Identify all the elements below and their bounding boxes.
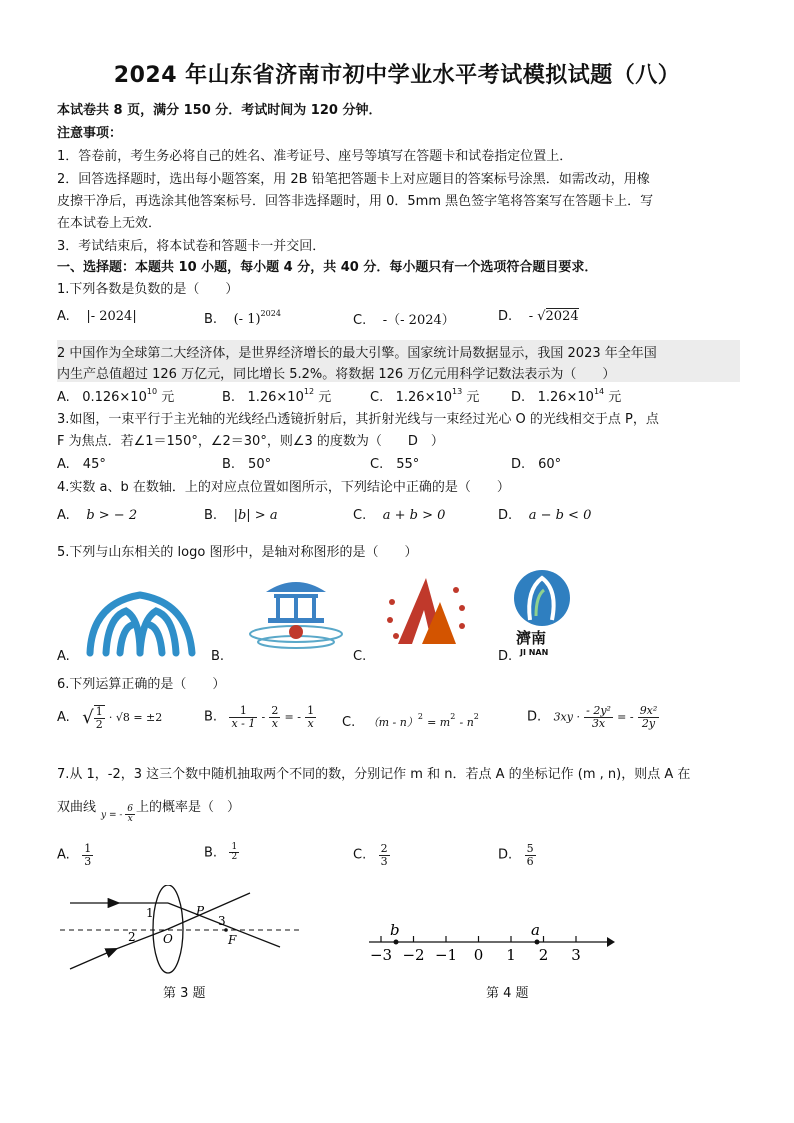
q7-option-d[interactable] [498, 843, 536, 867]
option-label: B. [222, 390, 236, 405]
logo-d-text: 濟南 [516, 629, 547, 647]
q3-option-b[interactable]: B. 50° [222, 457, 272, 472]
option-label: D. [527, 709, 542, 725]
option-label: B. [204, 709, 218, 725]
option-fraction [525, 843, 536, 867]
angle-2-label: 2 [128, 930, 136, 944]
q2-option-b[interactable] [222, 386, 331, 405]
point-a [535, 940, 540, 945]
question-5-stem: 5.下列与山东相关的 logo 图形中，是轴对称图形的是（ ） [57, 545, 418, 560]
option-expr: - n [459, 716, 474, 729]
option-label: D. [498, 309, 513, 324]
numerator: - 2y² [586, 704, 611, 717]
number-line-tick-label: −3 [369, 946, 393, 964]
option-expr: 0.126×10 [82, 390, 147, 405]
point-a-label: a [531, 921, 540, 939]
option-label: D. [511, 390, 526, 405]
q5-option-d[interactable]: D. [498, 649, 513, 664]
denominator: 3 [380, 854, 388, 868]
q2-option-a[interactable] [57, 386, 174, 405]
option-expr: · √8 = ±2 [108, 711, 163, 725]
notice-line: 2．回答选择题时，选出每小题答案，用 2B 铅笔把答题卡上对应题目的答案标号涂黑．如需改动，用橡 [57, 172, 650, 187]
numerator: 5 [526, 842, 534, 855]
denominator: x [307, 716, 314, 730]
focus-point [224, 928, 228, 932]
point-p-label: P [196, 904, 205, 918]
q1-option-a[interactable] [57, 309, 137, 324]
option-radicand: 2024 [545, 309, 579, 324]
denominator: 6 [526, 854, 534, 868]
q6-option-a[interactable] [57, 705, 162, 730]
option-expr: |- 2024| [86, 309, 137, 324]
option-fraction [379, 843, 390, 867]
option-expr: 3xy · [553, 710, 580, 724]
option-exponent: 2024 [260, 309, 281, 318]
question-2-stem-line1: 2 中国作为全球第二大经济体，是世界经济增长的最大引擎。国家统计局数据显示，我国 2023 年全年国 [57, 346, 657, 361]
question-2-stem-line2: 内生产总值超过 126 万亿元，同比增长 5.2%。将数据 126 万亿元用科学记数法表示为（ ） [57, 367, 616, 382]
q6-option-c[interactable] [342, 712, 479, 730]
number-line-tick-label: −1 [434, 946, 458, 964]
figure-3-caption: 第 3 题 [163, 986, 206, 1001]
option-label: C. [370, 390, 384, 405]
option-unit: 元 [466, 390, 480, 405]
denominator: x [271, 716, 278, 730]
option-expr: |b| > a [233, 508, 278, 523]
option-label: B. [204, 508, 218, 523]
option-minus: - [528, 309, 534, 324]
q2-option-c[interactable] [370, 386, 479, 405]
notice-line: 3．考试结束后，将本试卷和答题卡一并交回． [57, 239, 326, 254]
option-fraction [305, 705, 316, 729]
option-label: A. [57, 710, 70, 726]
denominator: 3x [591, 716, 606, 730]
option-expr: 1.26×10 [537, 390, 594, 405]
logo-a-arches [82, 585, 202, 660]
equation-lhs: y = - [101, 810, 123, 821]
numerator: 1 [84, 842, 92, 855]
number-line-tick-label: −2 [402, 946, 425, 964]
q6-option-b[interactable] [204, 705, 316, 729]
number-line-tick-label: 0 [473, 946, 484, 964]
option-label: A. [57, 508, 70, 523]
option-fraction [269, 705, 280, 729]
option-label: D. [498, 847, 513, 863]
option-exponent: 10 [146, 387, 158, 396]
q6-option-d[interactable] [527, 705, 659, 729]
number-line-tick-label: 1 [506, 946, 516, 964]
exam-intro: 本试卷共 8 页，满分 150 分．考试时间为 120 分钟． [57, 103, 382, 118]
option-unit: 元 [161, 390, 175, 405]
number-line-arrow-icon [607, 937, 615, 947]
option-label: D. [498, 508, 513, 523]
option-expr: -（- 2024） [382, 313, 455, 328]
option-expr: 1.26×10 [395, 390, 453, 405]
logo-b-pavilion [244, 570, 348, 658]
denominator: 3 [84, 854, 92, 868]
numerator: 2 [380, 842, 388, 855]
option-exponent: 2 [473, 712, 479, 721]
option-expr: a − b < 0 [528, 508, 592, 523]
question-6-stem: 6.下列运算正确的是（ ） [57, 677, 226, 692]
center-ray-extension [168, 893, 250, 929]
option-exponent: 12 [303, 387, 315, 396]
page-title: 2024 年山东省济南市初中学业水平考试模拟试题（八） [113, 63, 681, 88]
number-line-tick-label: 3 [571, 946, 581, 964]
figure-4-number-line [365, 918, 615, 970]
q1-option-c[interactable] [353, 309, 455, 328]
option-fraction [229, 705, 257, 729]
notice-line: 1．答卷前，考生务必将自己的姓名、准考证号、座号等填写在答题卡和试卷指定位置上． [57, 149, 573, 164]
question-7-stem-line2a: 双曲线 [57, 800, 97, 815]
question-3-stem-line1: 3.如图，一束平行于主光轴的光线经凸透镜折射后，其折射光线与一束经过光心 O 的光线相交于点 P，点 [57, 412, 659, 427]
q4-option-d[interactable] [498, 508, 591, 523]
denominator: 2y [641, 716, 656, 730]
q3-option-c[interactable]: C. 55° [370, 457, 420, 472]
numerator: 6 [127, 804, 133, 814]
option-expr: = m [427, 716, 451, 729]
option-fraction [82, 843, 93, 867]
equation-fraction [125, 805, 135, 825]
option-label: A. [57, 390, 70, 405]
numerator: 1 [95, 705, 103, 718]
option-label: C. [353, 847, 367, 863]
q1-option-d[interactable] [498, 309, 579, 324]
notice-line: 在本试卷上无效． [57, 216, 162, 231]
question-7-stem-line1: 7.从 1，-2，3 这三个数中随机抽取两个不同的数，分别记作 m 和 n．若点 A 的坐标记作 (m , n)，则点 A 在 [57, 767, 691, 782]
number-line-tick-label: 2 [538, 946, 549, 964]
option-fraction [638, 705, 660, 729]
q7-option-a[interactable] [57, 843, 93, 867]
center-ray [116, 929, 168, 949]
question-3-stem-line2: F 为焦点．若∠1＝150°，∠2＝30°，则∠3 的度数为（ D ） [57, 434, 444, 449]
option-label: C. [342, 715, 356, 730]
option-unit: 元 [608, 390, 622, 405]
point-b [394, 940, 399, 945]
q4-option-a[interactable] [57, 508, 137, 523]
point-o-label: O [163, 932, 173, 946]
q5-option-b[interactable]: B. [211, 649, 225, 664]
q4-option-b[interactable] [204, 508, 278, 523]
numerator: 9x² [639, 704, 658, 717]
notice-heading: 注意事项： [57, 126, 123, 141]
denominator: x [127, 814, 133, 825]
option-fraction [584, 705, 613, 729]
option-operator: = - [284, 710, 301, 724]
numerator: 2 [271, 704, 279, 717]
option-expr: a + b > 0 [382, 508, 446, 523]
option-expr: (- 1) [233, 312, 261, 327]
option-exponent: 2 [450, 712, 456, 721]
option-fraction [94, 705, 105, 730]
denominator: 2 [231, 852, 238, 863]
option-expr: （m - n） [367, 716, 418, 729]
option-fraction [229, 843, 239, 863]
figure-3-lens-diagram [60, 885, 310, 985]
option-label: B. [204, 845, 218, 861]
denominator: x - 1 [231, 716, 256, 730]
option-operator: - [261, 710, 266, 724]
numerator: 1 [307, 704, 315, 717]
question-1-stem: 1.下列各数是负数的是（ ） [57, 282, 239, 297]
center-ray-arrow [70, 949, 116, 969]
option-expr: b > − 2 [86, 508, 138, 523]
option-exponent: 13 [452, 387, 463, 396]
option-exponent: 14 [593, 387, 605, 396]
q3-option-d[interactable]: D. 60° [511, 457, 562, 472]
numerator: 1 [231, 842, 238, 852]
q1-option-b[interactable] [204, 309, 281, 327]
option-label: C. [353, 313, 367, 328]
section-heading: 一、选择题：本题共 10 小题，每小题 4 分，共 40 分．每小题只有一个选项符合题目要求． [57, 260, 598, 275]
sqrt-icon: √ [82, 707, 94, 729]
option-label: A. [57, 309, 70, 324]
q7-option-b[interactable] [204, 843, 239, 863]
option-expr: 1.26×10 [247, 390, 304, 405]
q7-option-c[interactable] [353, 843, 390, 867]
denominator: 2 [95, 717, 103, 731]
figure-4-caption: 第 4 题 [486, 986, 529, 1001]
logo-c-mountain-stars [382, 572, 472, 652]
point-b-label: b [390, 921, 400, 939]
logo-d-subtext: JI NAN [520, 648, 549, 657]
numerator: 1 [229, 705, 257, 718]
sqrt-icon: √ [537, 309, 546, 324]
q4-option-c[interactable] [353, 508, 445, 523]
angle-3-label: 3 [218, 914, 226, 928]
question-4-stem: 4.实数 a、b 在数轴．上的对应点位置如图所示，下列结论中正确的是（ ） [57, 480, 510, 495]
question-7-stem-line2b: 上的概率是（ ） [136, 800, 241, 815]
option-unit: 元 [318, 390, 332, 405]
point-f-label: F [228, 933, 237, 947]
q3-option-a[interactable]: A. 45° [57, 457, 106, 472]
notice-line: 皮擦干净后，再选涂其他答案标号．回答非选择题时，用 0．5mm 黑色签字笔将答案写在答题卡上．写 [57, 194, 654, 209]
angle-1-label: 1 [146, 906, 154, 920]
hyperbola-equation [101, 805, 135, 825]
q5-option-c[interactable]: C. [353, 649, 367, 664]
option-label: C. [353, 508, 367, 523]
option-operator: = - [617, 710, 634, 724]
option-label: B. [204, 312, 218, 327]
q2-option-d[interactable] [511, 386, 621, 405]
option-exponent: 2 [417, 712, 423, 721]
option-label: A. [57, 847, 70, 863]
q5-option-a[interactable]: A. [57, 649, 70, 664]
